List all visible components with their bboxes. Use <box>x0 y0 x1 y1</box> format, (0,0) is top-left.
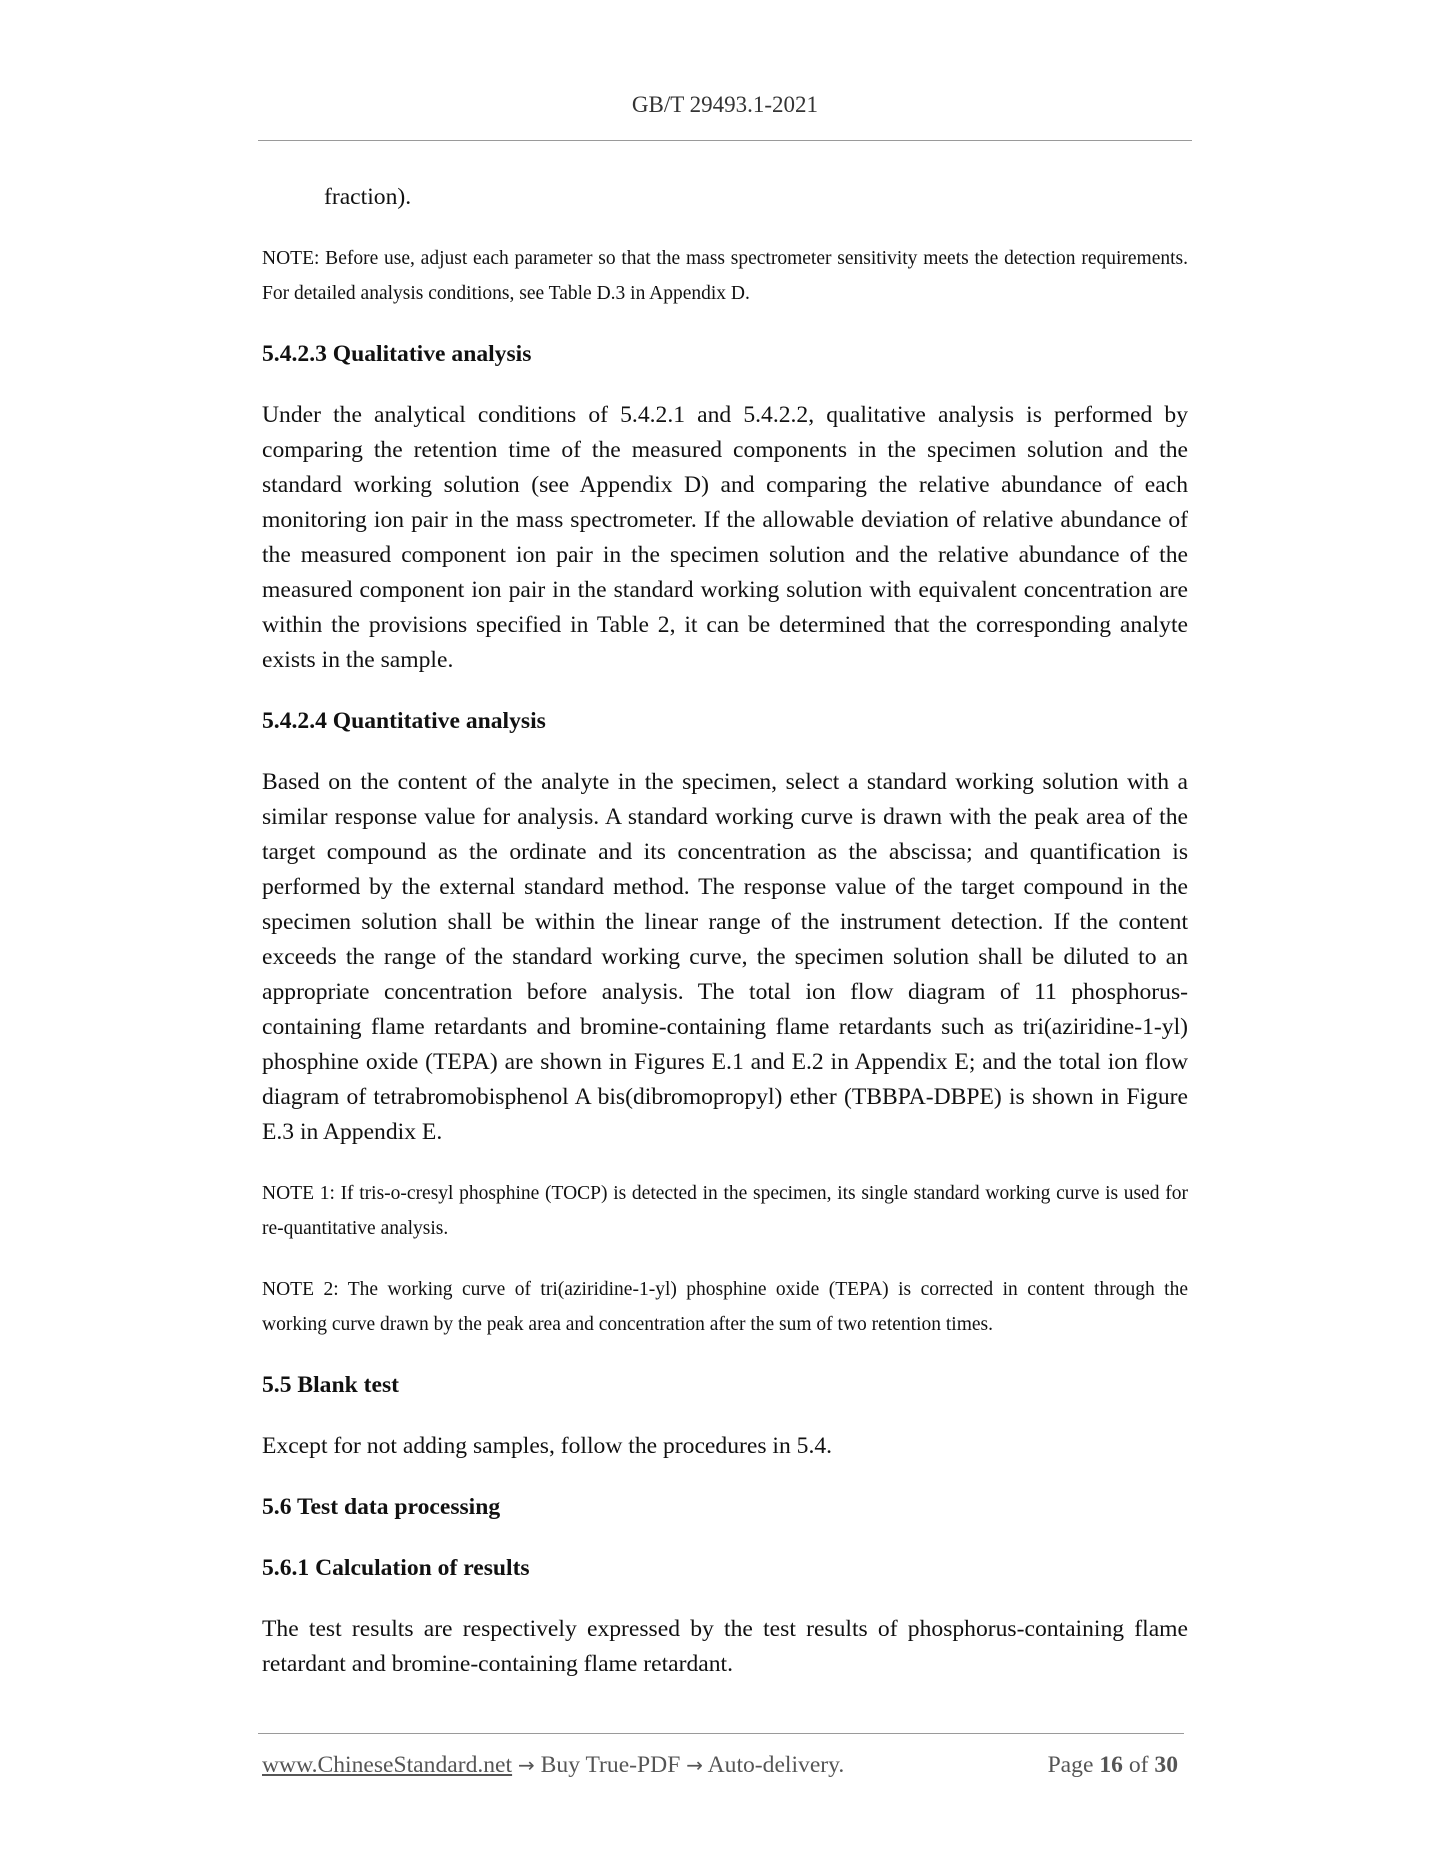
paragraph-blank-test: Except for not adding samples, follow the procedures in 5.4. <box>262 1433 833 1459</box>
page-footer <box>262 1752 1184 1786</box>
note-1-tocp: NOTE 1: If tris-o-cresyl phosphine (TOCP) is detected in the specimen, its single standard working curve is used for re-quantitative analysis. <box>262 1183 1188 1239</box>
current-page-number: 16 <box>1099 1752 1123 1778</box>
heading-test-data-processing: 5.6 Test data processing <box>262 1494 501 1520</box>
buy-true-pdf-label: Buy True-PDF <box>540 1752 681 1778</box>
page-word: Page <box>1047 1752 1094 1778</box>
page-number-indicator <box>1048 1752 1178 1779</box>
heading-qualitative-analysis: 5.4.2.3 Qualitative analysis <box>262 341 532 367</box>
paragraph-quantitative-analysis: Based on the content of the analyte in the specimen, select a standard working solution with a similar response value for analysis. A standard working curve is drawn with the peak area of the target compound as the ordinate and its concentration as the abscissa; and quantification is performed by the external standard method. The response value of the target compound in the specimen solution shall be within the linear range of the instrument detection. If the content exceeds the range of the standard working curve, the specimen solution shall be diluted to an appropriate concentration before analysis. The total ion flow diagram of 11 phosphorus-containing flame retardants and bromine-containing flame retardants such as tri(aziridine-1-yl) phosphine oxide (TEPA) are shown in Figures E.1 and E.2 in Appendix E; and the total ion flow diagram of tetrabromobisphenol A bis(dibromopropyl) ether (TBBPA-DBPE) is shown in Figure E.3 in Appendix E. <box>262 769 1188 1145</box>
document-header-id: GB/T 29493.1-2021 <box>631 92 819 117</box>
footer-divider <box>258 1733 1184 1734</box>
header-divider <box>258 140 1192 141</box>
site-link[interactable]: www.ChineseStandard.net <box>262 1752 513 1778</box>
footer-purchase-line <box>262 1752 844 1779</box>
auto-delivery-label: Auto-delivery. <box>707 1752 845 1778</box>
note-parameters: NOTE: Before use, adjust each parameter so that the mass spectrometer sensitivity meets the detection requirements. For detailed analysis conditions, see Table D.3 in Appendix D. <box>262 248 1188 304</box>
heading-quantitative-analysis: 5.4.2.4 Quantitative analysis <box>262 708 546 734</box>
note-2-tepa: NOTE 2: The working curve of tri(aziridine-1-yl) phosphine oxide (TEPA) is corrected in content through the working curve drawn by the peak area and concentration after the sum of two retention times. <box>262 1279 1188 1335</box>
total-page-number: 30 <box>1154 1752 1178 1778</box>
document-body <box>262 180 1188 1708</box>
continuation-text: fraction). <box>324 184 412 210</box>
paragraph-calculation-of-results: The test results are respectively expressed by the test results of phosphorus-containing flame retardant and bromine-containing flame retardant. <box>262 1616 1188 1677</box>
of-word: of <box>1128 1752 1149 1778</box>
paragraph-qualitative-analysis: Under the analytical conditions of 5.4.2.1 and 5.4.2.2, qualitative analysis is performed by comparing the retention time of the measured components in the specimen solution and the standard working solution (see Appendix D) and comparing the relative abundance of each monitoring ion pair in the mass spectrometer. If the allowable deviation of relative abundance of the measured component ion pair in the specimen solution and the relative abundance of the measured component ion pair in the standard working solution with equivalent concentration are within the provisions specified in Table 2, it can be determined that the corresponding analyte exists in the sample. <box>262 402 1188 673</box>
right-arrow-icon: → <box>686 1753 703 1777</box>
right-arrow-icon: → <box>518 1753 535 1777</box>
heading-calculation-of-results: 5.6.1 Calculation of results <box>262 1555 530 1581</box>
heading-blank-test: 5.5 Blank test <box>262 1372 399 1398</box>
